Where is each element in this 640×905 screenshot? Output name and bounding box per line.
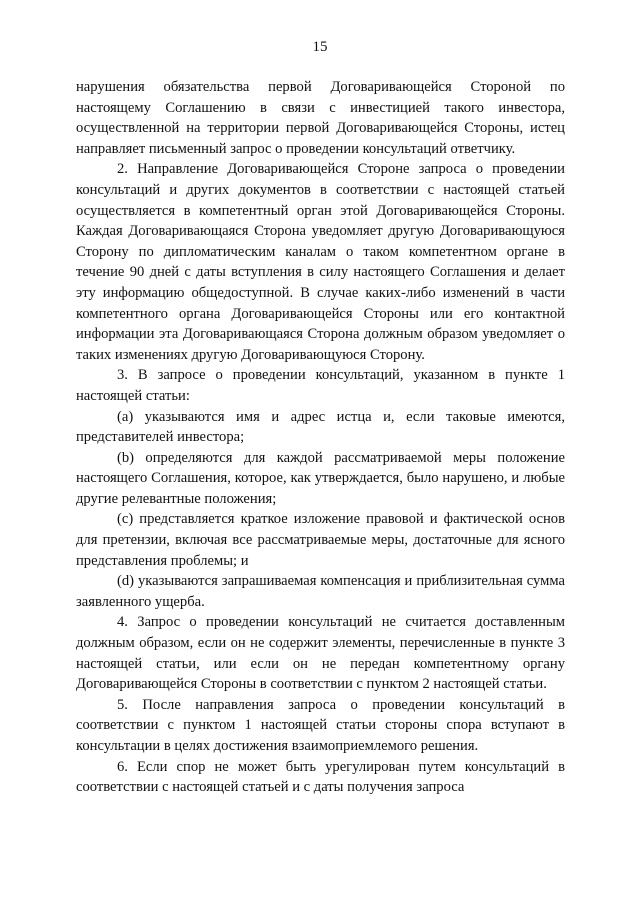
paragraph-continuation: нарушения обязательства первой Договаривающейся Стороной по настоящему Соглашению в связи с инвестицией такого инвестора, осуществленной на территории первой Договаривающейся Стороны, истец направляет письменный запрос о проведении консультаций ответчику.	[76, 79, 565, 157]
paragraph-5: 5. После направления запроса о проведении консультаций в соответствии с пунктом 1 настоящей статьи стороны спора вступают в консультации в целях достижения взаимоприемлемого решения.	[76, 696, 565, 754]
paragraph-3d: (d) указываются запрашиваемая компенсация и приблизительная сумма заявленного ущерба.	[76, 573, 565, 610]
paragraph-3c: (c) представляется краткое изложение правовой и фактической основ для претензии, включая все рассматриваемые меры, достаточные для ясного представления проблемы; и	[76, 511, 565, 569]
paragraph-2: 2. Направление Договаривающейся Стороне запроса о проведении консультаций и других документов в соответствии с настоящей статьей осуществляется в компетентный орган этой Договаривающейся Стороны. Каждая Договаривающаяся Сторона уведомляет другую Договаривающуюся Сторону по дипломатическим каналам о таком компетентном органе в течение 90 дней с даты вступления в силу настоящего Соглашения и делает эту информацию общедоступной. В случае каких-либо изменений в части компетентного органа Договаривающейся Стороны или его контактной информации эта Договаривающаяся Сторона должным образом уведомляет о таких изменениях другую Договаривающуюся Сторону.	[76, 161, 565, 363]
paragraph-3: 3. В запросе о проведении консультаций, указанном в пункте 1 настоящей статьи:	[76, 367, 565, 404]
paragraph-6: 6. Если спор не может быть урегулирован путем консультаций в соответствии с настоящей статьей и с даты получения запроса	[76, 758, 565, 796]
paragraph-4: 4. Запрос о проведении консультаций не считается доставленным должным образом, если он не содержит элементы, перечисленные в пункте 3 настоящей статьи, или если он не передан компетентному органу Договаривающейся Стороны в соответствии с пунктом 2 настоящей статьи.	[76, 614, 565, 693]
document-body	[76, 77, 565, 798]
paragraph-3a: (a) указываются имя и адрес истца и, если таковые имеются, представителей инвестора;	[76, 408, 565, 446]
paragraph-3b: (b) определяются для каждой рассматриваемой меры положение настоящего Соглашения, которое, как утверждается, было нарушено, и любые другие релевантные положения;	[76, 449, 565, 507]
page-number: 15	[312, 39, 328, 55]
